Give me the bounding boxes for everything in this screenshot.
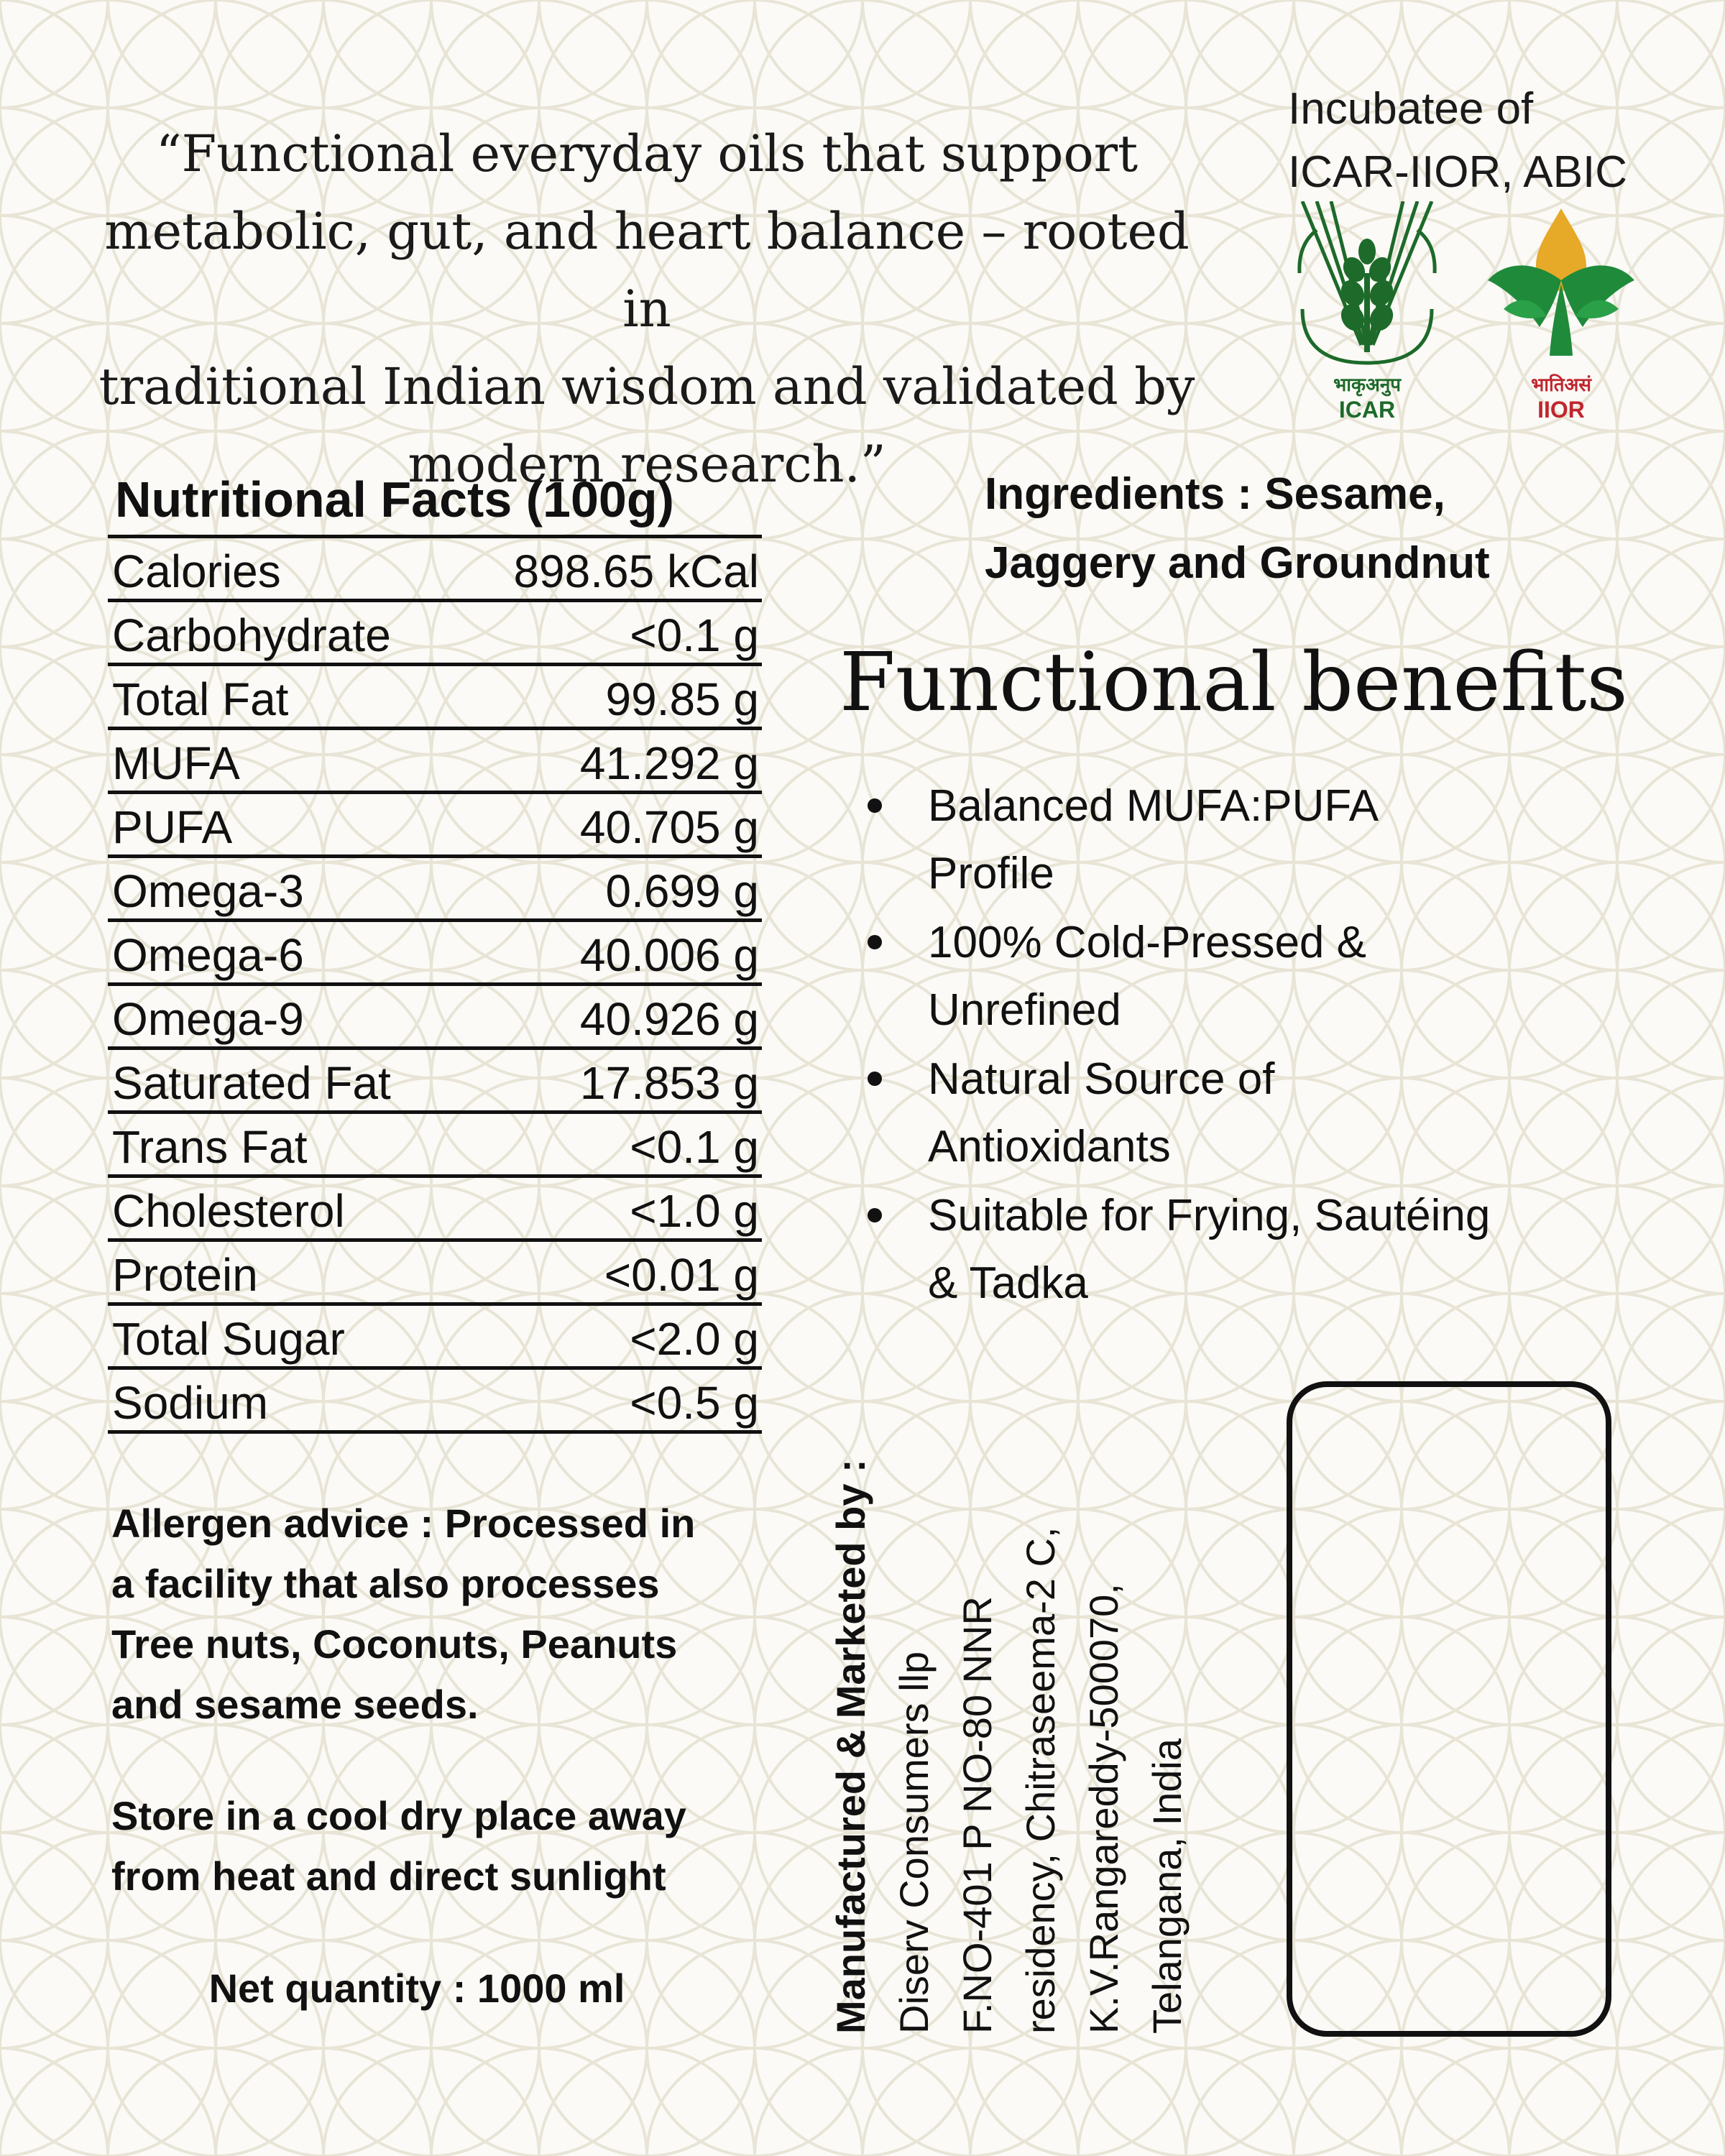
incubatee-org: ICAR-IIOR, ABIC [1288, 147, 1627, 197]
iior-oil-drop-logo-icon [1475, 201, 1647, 374]
icar-english-label: ICAR [1338, 397, 1396, 423]
nutrient-label: Omega-9 [112, 993, 304, 1045]
benefit-text: Suitable for Frying, Sautéing [928, 1191, 1491, 1240]
list-item [859, 1182, 1650, 1317]
storage-instructions [111, 1786, 773, 1907]
nutrient-label: MUFA [112, 737, 240, 789]
address-line: K.V.Rangareddy-500070, [1081, 1583, 1126, 2034]
quote-line: “Functional everyday oils that support [155, 124, 1138, 183]
nutrient-value: 0.699 g [605, 865, 759, 917]
nutrition-row [108, 602, 762, 666]
ingredients-line: Jaggery and Groundnut [985, 538, 1490, 588]
benefit-text: Profile [928, 849, 1054, 898]
benefit-text: & Tadka [928, 1258, 1088, 1308]
nutrient-label: Protein [112, 1249, 258, 1301]
nutrition-row [108, 666, 762, 730]
nutrition-row [108, 986, 762, 1050]
icar-wheat-logo-icon [1281, 201, 1453, 374]
bullet-icon [868, 1072, 882, 1086]
iior-logo [1475, 201, 1647, 431]
address-line: residency, Chitraseema-2 C, [1018, 1526, 1063, 2034]
benefit-text: 100% Cold-Pressed & [928, 918, 1366, 967]
manufacturer-heading: Manufactured & Marketed by : [828, 1459, 873, 2034]
benefit-text: Antioxidants [928, 1122, 1171, 1171]
bullet-icon [868, 935, 882, 949]
benefit-text: Balanced MUFA:PUFA [928, 781, 1379, 831]
icar-hindi-label: भाकृअनुप [1333, 374, 1402, 395]
address-line: Telangana, India [1144, 1738, 1190, 2034]
nutrient-value: 898.65 kCal [513, 545, 759, 597]
batch-stamp-box [1287, 1381, 1611, 2037]
nutrition-facts-table [108, 467, 762, 1434]
nutrient-label: Calories [112, 545, 281, 597]
quote-line: modern research.” [408, 435, 886, 494]
nutrient-label: Carbohydrate [112, 609, 391, 661]
ingredients-line: Ingredients : Sesame, [985, 469, 1445, 519]
nutrient-value: 41.292 g [579, 737, 759, 789]
nutrient-value: <1.0 g [630, 1185, 759, 1237]
net-quantity: Net quantity : 1000 ml [208, 1966, 625, 2011]
nutrient-label: Total Sugar [112, 1313, 345, 1365]
iior-hindi-label: भातिअसं [1530, 374, 1591, 395]
bullet-icon [868, 1208, 882, 1222]
address-line: Diserv Consumers llp [891, 1651, 937, 2034]
nutrient-value: <0.1 g [630, 1121, 759, 1173]
nutrition-row [108, 1370, 762, 1434]
list-item [859, 773, 1650, 908]
nutrition-row [108, 922, 762, 986]
list-item [859, 1046, 1650, 1181]
nutrient-value: 99.85 g [605, 673, 759, 725]
nutrition-row [108, 858, 762, 922]
address-line: F.NO-401 P NO-80 NNR [954, 1596, 1000, 2034]
storage-line: from heat and direct sunlight [111, 1853, 666, 1899]
benefit-text: Unrefined [928, 985, 1121, 1035]
nutrient-label: Cholesterol [112, 1185, 345, 1237]
allergen-line: a facility that also processes [111, 1561, 660, 1606]
bullet-icon [868, 798, 882, 813]
benefits-list [859, 773, 1650, 1319]
quote-line: metabolic, gut, and heart balance – rooted in [104, 202, 1190, 338]
nutrition-row [108, 1242, 762, 1306]
incubatee-line: Incubatee of [1288, 84, 1534, 134]
benefits-heading: Functional benefits [840, 636, 1628, 729]
nutrition-facts-title: Nutritional Facts (100g) [108, 467, 762, 538]
allergen-line: and sesame seeds. [111, 1682, 479, 1727]
allergen-line: Allergen advice : Processed in [111, 1501, 696, 1546]
manufacturer-address [819, 1315, 1199, 2034]
nutrition-row [108, 1178, 762, 1242]
nutrient-label: Total Fat [112, 673, 289, 725]
nutrient-label: Saturated Fat [112, 1057, 391, 1109]
ingredients-text [985, 460, 1632, 598]
tagline-quote [79, 115, 1215, 503]
nutrient-value: <0.01 g [604, 1249, 759, 1301]
nutrition-row [108, 538, 762, 602]
list-item [859, 909, 1650, 1044]
icar-logo [1281, 201, 1453, 431]
quote-line: traditional Indian wisdom and validated by [98, 357, 1195, 416]
nutrient-value: 40.006 g [579, 929, 759, 981]
benefit-text: Natural Source of [928, 1054, 1275, 1104]
nutrient-value: <0.5 g [630, 1377, 759, 1429]
storage-line: Store in a cool dry place away [111, 1793, 686, 1838]
nutrient-label: Trans Fat [112, 1121, 308, 1173]
nutrient-label: PUFA [112, 801, 233, 853]
nutrient-value: 40.926 g [579, 993, 759, 1045]
nutrition-row [108, 1114, 762, 1178]
nutrient-value: 17.853 g [579, 1057, 759, 1109]
nutrient-label: Omega-3 [112, 865, 304, 917]
nutrient-value: 40.705 g [579, 801, 759, 853]
nutrition-row [108, 730, 762, 794]
nutrient-value: <2.0 g [630, 1313, 759, 1365]
nutrition-row [108, 1050, 762, 1114]
incubatee-label [1288, 78, 1690, 204]
nutrient-label: Sodium [112, 1377, 268, 1429]
nutrient-value: <0.1 g [630, 609, 759, 661]
nutrition-row [108, 1306, 762, 1370]
allergen-line: Tree nuts, Coconuts, Peanuts [111, 1621, 678, 1667]
nutrient-label: Omega-6 [112, 929, 304, 981]
iior-english-label: IIOR [1537, 397, 1585, 423]
nutrition-row [108, 794, 762, 858]
allergen-advice [111, 1493, 773, 1735]
